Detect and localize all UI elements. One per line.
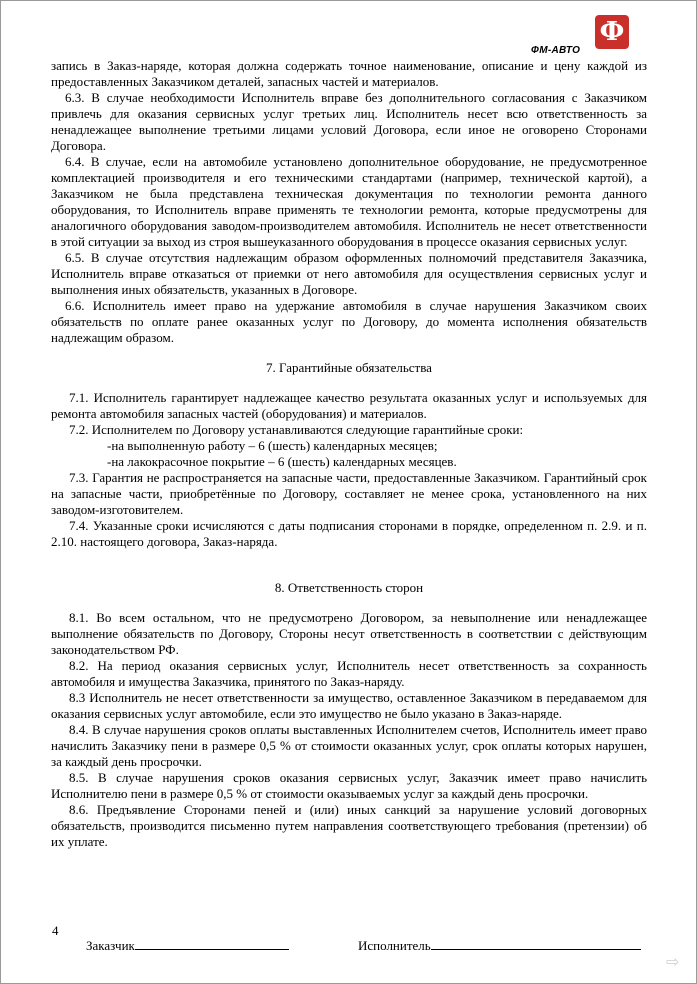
warranty-term-work: -на выполненную работу – 6 (шесть) календарных месяцев;: [107, 438, 438, 453]
company-logo: [531, 15, 631, 57]
paragraph-7-1: 7.1. Исполнитель гарантирует надлежащее качество результата оказанных услуг и используемых для ремонта автомобиля запасных частей (оборудования) и материалов.: [51, 390, 647, 421]
paragraph-8-2: 8.2. На период оказания сервисных услуг, Исполнитель несет ответственность за сохранность автомобиля и имущества Заказчика, принятого по Заказ-наряду.: [51, 658, 647, 689]
paragraph-7-3: 7.3. Гарантия не распространяется на запасные части, предоставленные Заказчиком. Гарантийный срок на запасные части, приобретённые по Договору, составляет не менее срока, установленного на них заводом-изготовителем.: [51, 470, 647, 517]
paragraph-6-4: 6.4. В случае, если на автомобиле установлено дополнительное оборудование, не предусмотренное комплектацией производителя и его техническими стандартами (например, технической картой), а Заказчиком не была представлена техническая документация по технологии ремонта данного оборудования, то Исполнитель вправе применять те технологии ремонта, которые предусмотрены для аналогичного оборудования заводом-производителем автомобиля. Исполнитель не несет ответственности в этой ситуации за выход из строя вышеуказанного оборудования в процессе оказания сервисных услуг.: [51, 154, 647, 249]
paragraph-8-6: 8.6. Предъявление Сторонами пеней и (или) иных санкций за нарушение условий договорных обязательств, производится письменно путем направления соответствующего требования (претензии) об их уплате.: [51, 802, 647, 849]
contractor-signature-line: [431, 937, 641, 950]
next-page-arrow-icon[interactable]: ⇨: [666, 952, 680, 971]
warranty-term-paint: -на лакокрасочное покрытие – 6 (шесть) календарных месяцев.: [107, 454, 457, 469]
customer-signature: [86, 937, 289, 954]
paragraph-8-4: 8.4. В случае нарушения сроков оплаты выставленных Исполнителем счетов, Исполнитель имеет право начислить Заказчику пени в размере 0,5 % от стоимости оказанных услуг, срок оплаты которых нарушен, за каждый день просрочки.: [51, 722, 647, 769]
contractor-signature: [358, 937, 641, 954]
page-number: 4: [52, 923, 59, 938]
logo-badge: Ф: [595, 15, 629, 49]
contractor-label: Исполнитель: [358, 938, 431, 953]
section-heading-7: 7. Гарантийные обязательства: [266, 360, 432, 375]
paragraph-6-5: 6.5. В случае отсутствия надлежащим образом оформленных полномочий представителя Заказчика, Исполнитель вправе отказаться от приемки от него автомобиля для осуществления сервисных услуг и выполнения иных обязательств, указанных в Договоре.: [51, 250, 647, 297]
document-body: [51, 58, 647, 850]
customer-label: Заказчик: [86, 938, 135, 953]
paragraph-8-5: 8.5. В случае нарушения сроков оказания сервисных услуг, Заказчик имеет право начислить Исполнителю пени в размере 0,5 % от стоимости оказываемых услуг за каждый день просрочки.: [51, 770, 647, 801]
paragraph-8-1: 8.1. Во всем остальном, что не предусмотрено Договором, за невыполнение или ненадлежащее выполнение обязательств по Договору, Стороны несут ответственность в соответствии с действующим законодательством РФ.: [51, 610, 647, 657]
logo-text: ФМ-АВТО: [531, 45, 581, 56]
paragraph-continuation: запись в Заказ-наряде, которая должна содержать точное наименование, описание и цену каждой из предоставленных Заказчиком деталей, запасных частей и материалов.: [51, 58, 647, 89]
section-heading-8: 8. Ответственность сторон: [274, 580, 424, 595]
paragraph-7-4: 7.4. Указанные сроки исчисляются с даты подписания сторонами в порядке, определенном п. 2.9. и п. 2.10. настоящего договора, Заказ-наряда.: [51, 518, 647, 549]
paragraph-6-6: 6.6. Исполнитель имеет право на удержание автомобиля в случае нарушения Заказчиком своих обязательств по оплате ранее оказанных услуг по Договору, до момента исполнения обязательств надлежащим образом.: [51, 298, 647, 345]
paragraph-7-2: 7.2. Исполнителем по Договору устанавливаются следующие гарантийные сроки:: [69, 422, 524, 437]
customer-signature-line: [135, 937, 289, 950]
paragraph-8-3: 8.3 Исполнитель не несет ответственности за имущество, оставленное Заказчиком в передаваемом для оказания сервисных услуг автомобиле, если это имущество не было указано в Заказ-наряде.: [51, 690, 647, 721]
paragraph-6-3: 6.3. В случае необходимости Исполнитель вправе без дополнительного согласования с Заказчиком привлечь для оказания сервисных услуг третьих лиц. Исполнитель несет всю ответственность за ненадлежащее выполнение третьими лицами условий Договора, если иное не оговорено Сторонами Договора.: [51, 90, 647, 153]
